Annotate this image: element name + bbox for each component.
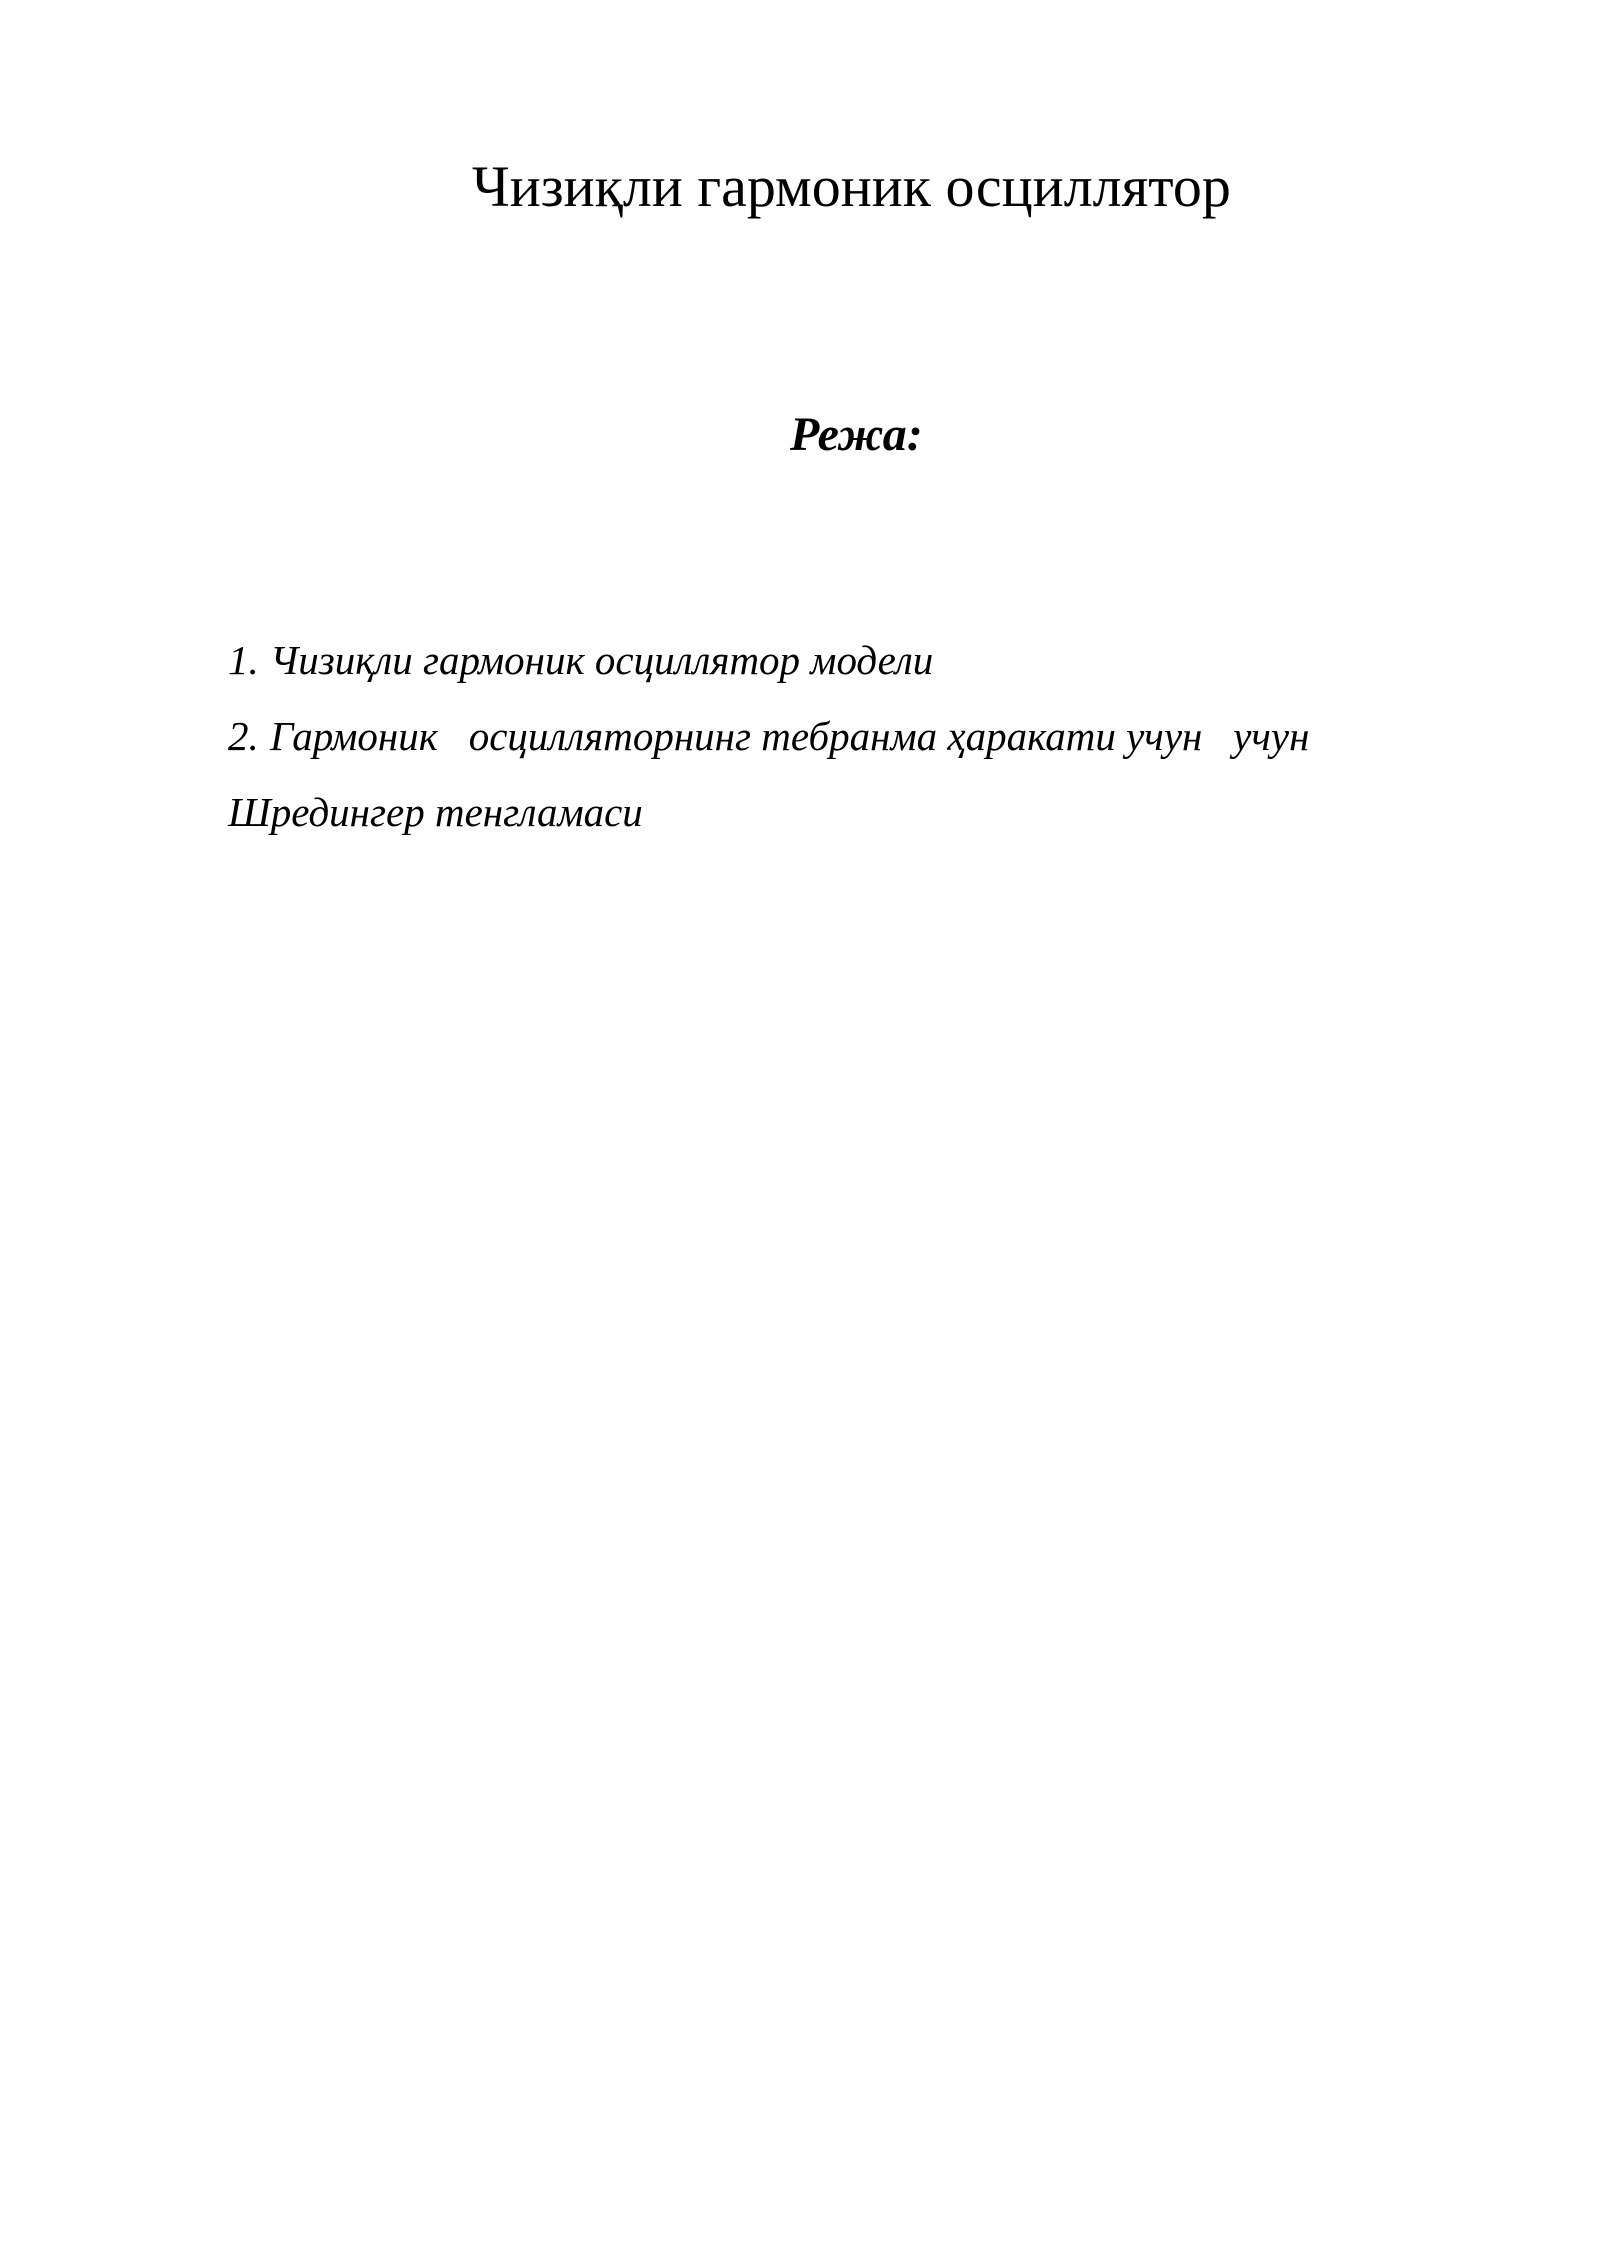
plan-item-text: Чизиқли гармоник осциллятор модели [270, 637, 934, 683]
plan-item-2-continuation [228, 774, 1428, 850]
plan-heading: Режа: [790, 408, 923, 461]
plan-item-text: Гармоник осцилляторнинг тебранма ҳаракати учун учун [270, 713, 1310, 759]
plan-item-number: 2. [228, 713, 259, 759]
plan-item-text: Шредингер тенгламаси [228, 789, 643, 835]
plan-item-number: 1. [228, 637, 259, 683]
plan-item-2 [228, 698, 1428, 774]
document-title: Чизиқли гармоник осциллятор [472, 154, 1231, 219]
plan-item-1 [228, 622, 1428, 698]
plan-list [228, 622, 1428, 850]
